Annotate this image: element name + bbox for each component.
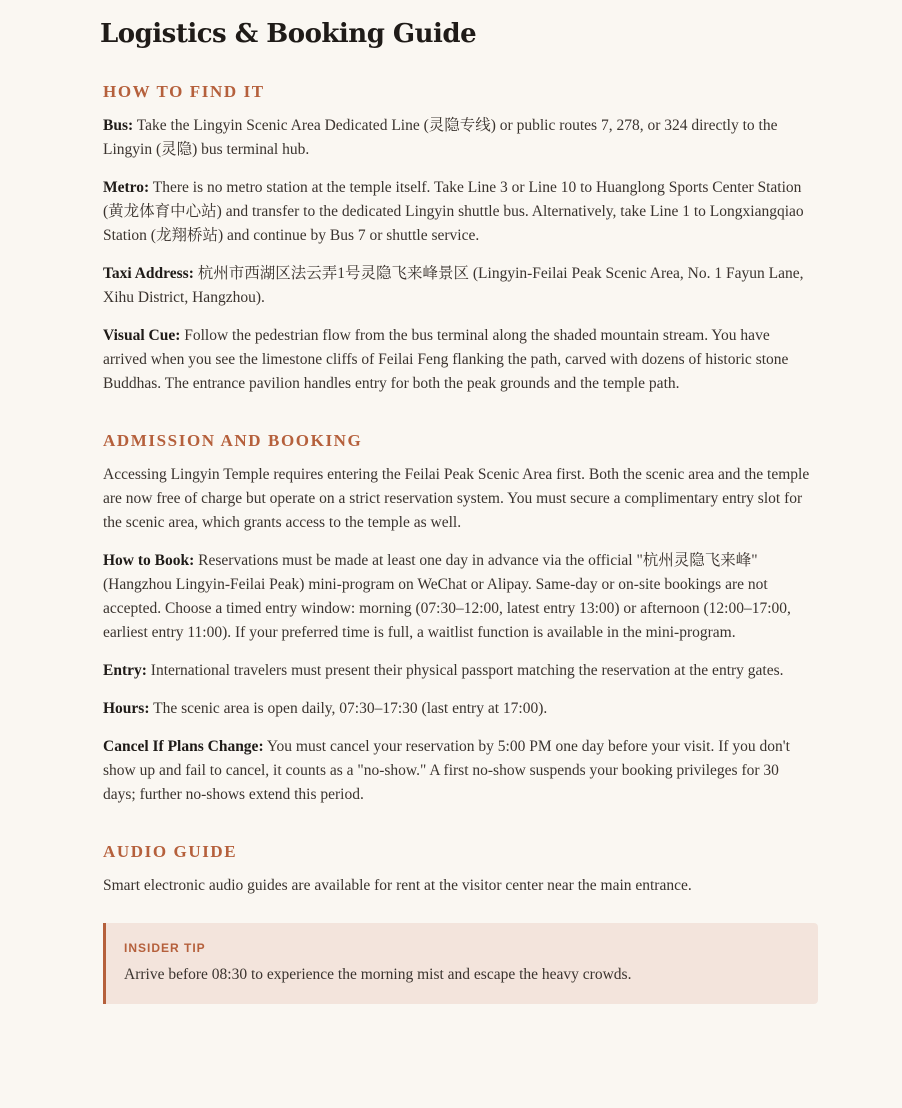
taxi-text: 杭州市西湖区法云弄1号灵隐飞来峰景区 (Lingyin-Feilai Peak Scenic Area, No. 1 Fayun Lane, Xihu District, Hangzhou).: [103, 265, 804, 306]
bus-text: Take the Lingyin Scenic Area Dedicated Line (灵隐专线) or public routes 7, 278, or 324 directly to the Lingyin (灵隐) bus terminal hub.: [103, 117, 778, 158]
bus-paragraph: [103, 114, 815, 162]
taxi-label: Taxi Address:: [103, 265, 194, 282]
hours-label: Hours:: [103, 700, 150, 717]
metro-label: Metro:: [103, 179, 150, 196]
visual-cue-label: Visual Cue:: [103, 327, 181, 344]
hours-paragraph: [103, 697, 815, 721]
guide-content: [103, 80, 815, 1004]
entry-label: Entry:: [103, 662, 147, 679]
section-heading-audio: AUDIO GUIDE: [103, 842, 238, 861]
taxi-paragraph: [103, 262, 815, 310]
section-heading-find: HOW TO FIND IT: [103, 82, 265, 101]
cancel-paragraph: [103, 735, 815, 807]
insider-tip-text: Arrive before 08:30 to experience the morning mist and escape the heavy crowds.: [124, 966, 632, 983]
hours-text: The scenic area is open daily, 07:30–17:30 (last entry at 17:00).: [149, 700, 548, 717]
insider-tip-callout: [103, 923, 818, 1004]
bus-label: Bus:: [103, 117, 134, 134]
metro-paragraph: [103, 176, 815, 248]
admission-intro: Accessing Lingyin Temple requires entering the Feilai Peak Scenic Area first. Both the scenic area and the temple are now free of charge but operate on a strict reservation system. You must secure a complimentary entry slot for the scenic area, which grants access to the temple as well.: [103, 466, 810, 531]
audio-guide-text: Smart electronic audio guides are available for rent at the visitor center near the main entrance.: [103, 877, 692, 894]
section-audio-guide: [103, 840, 815, 898]
cancel-text: You must cancel your reservation by 5:00 PM one day before your visit. If you don't show up and fail to cancel, it counts as a "no-show." A first no-show suspends your booking privileges for 30 days; further no-shows extend this period.: [103, 738, 790, 803]
visual-cue-text: Follow the pedestrian flow from the bus terminal along the shaded mountain stream. You have arrived when you see the limestone cliffs of Feilai Feng flanking the path, carved with dozens of historic stone Buddhas. The entrance pavilion handles entry for both the peak grounds and the temple path.: [103, 327, 789, 392]
metro-text: There is no metro station at the temple itself. Take Line 3 or Line 10 to Huanglong Sports Center Station (黄龙体育中心站) and transfer to the dedicated Lingyin shuttle bus. Alternatively, take Line 1 to Longxiangqiao Station (龙翔桥站) and continue by Bus 7 or shuttle service.: [103, 179, 804, 244]
how-to-book-paragraph: [103, 549, 815, 645]
section-heading-admission: ADMISSION AND BOOKING: [103, 431, 363, 450]
entry-paragraph: [103, 659, 815, 683]
insider-tip-label: INSIDER TIP: [124, 941, 206, 955]
page-title: Logistics & Booking Guide: [100, 19, 477, 49]
cancel-label: Cancel If Plans Change:: [103, 738, 264, 755]
section-how-to-find-it: [103, 80, 815, 396]
entry-text: International travelers must present their physical passport matching the reservation at the entry gates.: [146, 662, 784, 679]
how-to-book-text: Reservations must be made at least one day in advance via the official "杭州灵隐飞来峰" (Hangzhou Lingyin-Feilai Peak) mini-program on WeChat or Alipay. Same-day or on-site bookings are not accepted. Choose a timed entry window: morning (07:30–12:00, latest entry 13:00) or afternoon (12:00–17:00, earliest entry 11:00). If your preferred time is full, a waitlist function is available in the mini-program.: [103, 552, 791, 641]
section-admission-and-booking: [103, 429, 815, 807]
visual-cue-paragraph: [103, 324, 815, 396]
how-to-book-label: How to Book:: [103, 552, 195, 569]
